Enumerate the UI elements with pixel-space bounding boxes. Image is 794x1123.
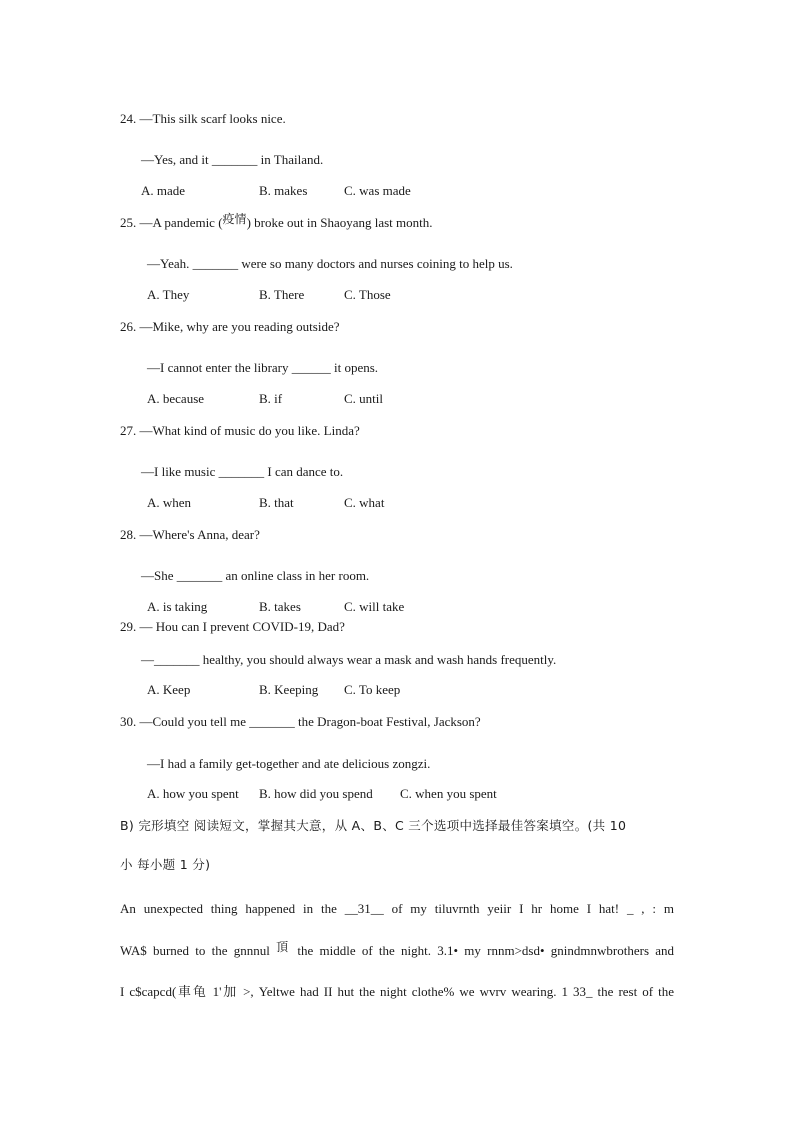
question-25-note: 疫情 xyxy=(222,212,247,226)
question-30-option-a: A. how you spent xyxy=(147,786,239,801)
question-29-option-b: B. Keeping xyxy=(259,682,319,697)
question-26-option-a: A. because xyxy=(147,391,205,406)
question-24-stem: 24. —This silk scarf looks nice. xyxy=(120,111,286,126)
question-24-option-b: B. makes xyxy=(259,183,308,198)
question-24-option-c: C. was made xyxy=(344,183,411,198)
question-27-option-a: A. when xyxy=(147,495,192,510)
question-25-option-b: B. There xyxy=(259,287,305,302)
question-30-stem: 30. —Could you tell me _______ the Dragon-boat Festival, Jackson? xyxy=(120,714,481,729)
question-29-option-c: C. To keep xyxy=(344,682,401,697)
question-30-reply: —I had a family get-together and ate delicious zongzi. xyxy=(147,756,431,771)
question-28-reply: —She _______ an online class in her room. xyxy=(141,568,370,583)
question-25-stem-before: 25. —A pandemic ( xyxy=(120,215,223,230)
question-29-option-a: A. Keep xyxy=(147,682,191,697)
section-b-heading-continued: 小 每小题 1 分) xyxy=(120,857,211,872)
question-25-option-c: C. Those xyxy=(344,287,391,302)
question-27-reply: —I like music _______ I can dance to. xyxy=(141,464,344,479)
question-26-stem: 26. —Mike, why are you reading outside? xyxy=(120,319,340,334)
question-30-option-b: B. how did you spend xyxy=(259,786,373,801)
question-27-option-b: B. that xyxy=(259,495,294,510)
question-28-option-b: B. takes xyxy=(259,599,301,614)
question-25-option-a: A. They xyxy=(147,287,190,302)
question-25-stem xyxy=(120,212,433,231)
passage-line-3: I c$capcd(車龟 1'加 >, Yeltwe had II hut the night clothe% we wvrv wearing. 1 33_ the rest of the xyxy=(120,984,674,999)
question-26-reply: —I cannot enter the library ______ it opens. xyxy=(147,360,379,375)
question-30-option-c: C. when you spent xyxy=(400,786,497,801)
section-b-heading: B) 完形填空 阅读短文，掌握其大意，从 A、B、C 三个选项中选择最佳答案填空。(共 10 xyxy=(120,818,627,833)
question-26-option-b: B. if xyxy=(259,391,283,406)
question-25-stem-after: ) broke out in Shaoyang last month. xyxy=(246,215,433,230)
question-28-option-c: C. will take xyxy=(344,599,405,614)
passage-line-2-part-a: WA$ burned to the gnnnul xyxy=(120,943,270,958)
question-28-option-a: A. is taking xyxy=(147,599,208,614)
question-27-stem: 27. —What kind of music do you like. Linda? xyxy=(120,423,360,438)
passage-line-2-part-b: the middle of the night. 3.1• my rnnm>dsd• gnindmnwbrothers and xyxy=(297,943,675,958)
passage-line-2-note: 頂 xyxy=(276,940,292,954)
question-29-reply: —_______ healthy, you should always wear a mask and wash hands frequently. xyxy=(141,652,557,667)
question-29-stem: 29. — Hou can I prevent COVID-19, Dad? xyxy=(120,619,345,634)
question-26-option-c: C. until xyxy=(344,391,384,406)
question-25-reply: —Yeah. _______ were so many doctors and nurses coining to help us. xyxy=(147,256,513,271)
question-27-option-c: C. what xyxy=(344,495,385,510)
question-28-stem: 28. —Where's Anna, dear? xyxy=(120,527,260,542)
question-24-option-a: A. made xyxy=(141,183,186,198)
passage-line-2 xyxy=(120,940,675,959)
passage-line-1: An unexpected thing happened in the __31__ of my tiluvrnth yeiir I hr home I hat! _ , : m xyxy=(120,901,674,916)
question-24-reply: —Yes, and it _______ in Thailand. xyxy=(141,152,324,167)
